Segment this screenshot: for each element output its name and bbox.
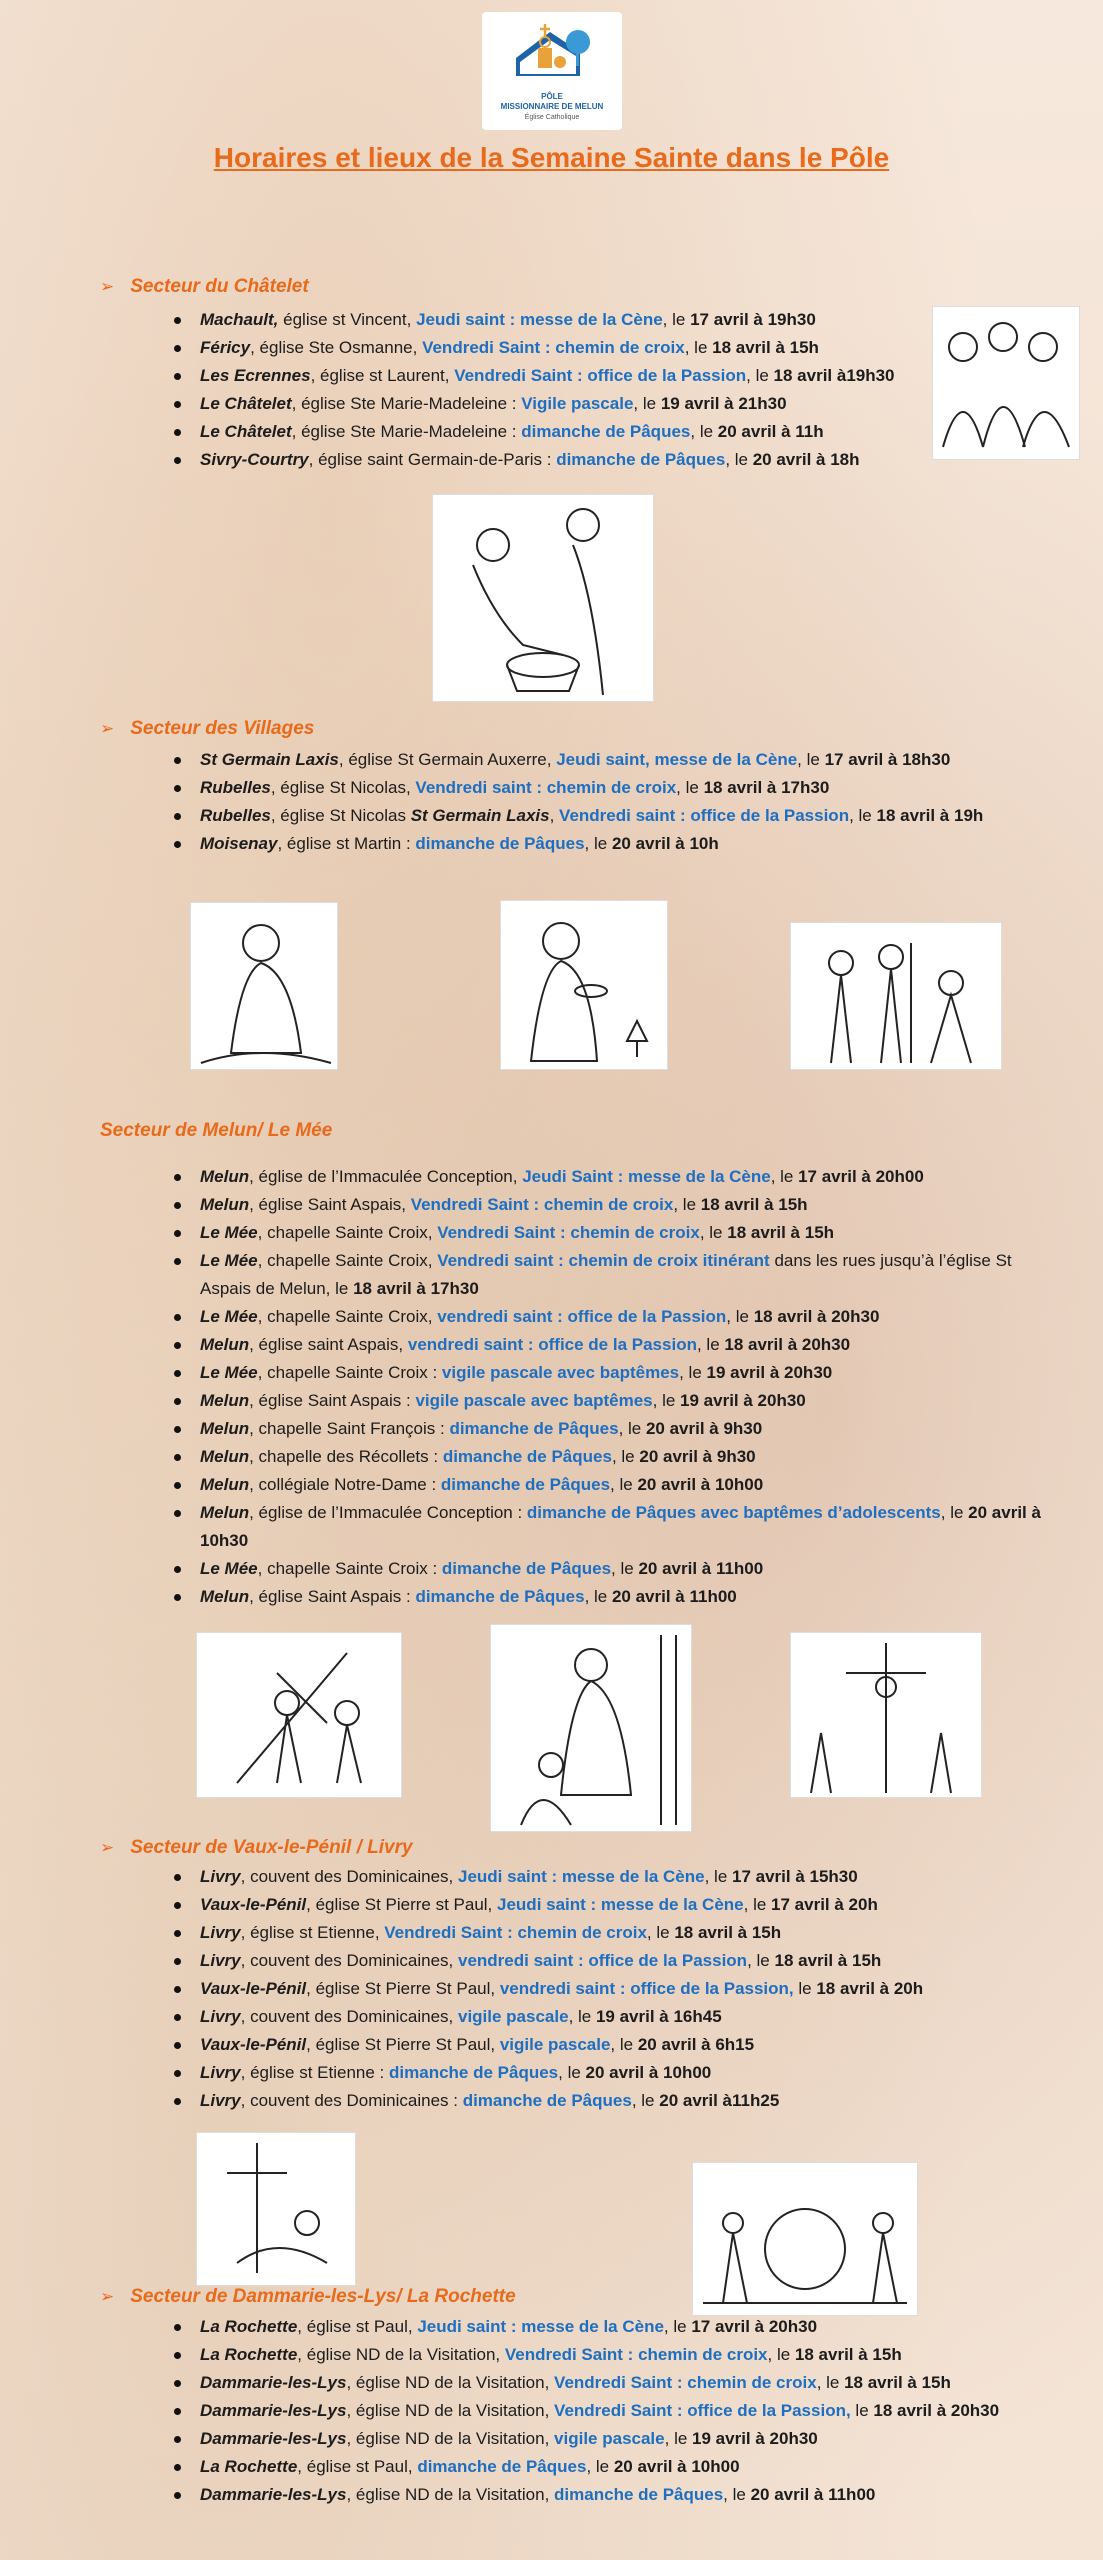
celebration-name: dimanche de Pâques — [389, 2063, 559, 2082]
schedule-item — [200, 2369, 1080, 2397]
celebration-name: Jeudi saint, messe de la Cène — [556, 750, 798, 769]
church-name: , église Saint Aspais : — [249, 1391, 416, 1410]
schedule-item — [200, 446, 980, 474]
schedule-item — [200, 1443, 1050, 1471]
place-name: Féricy — [200, 338, 251, 357]
date-prefix: , le — [767, 2345, 795, 2364]
section-title: Secteur de Melun/ Le Mée — [100, 1120, 333, 1141]
date-time: 18 avril à 15h — [700, 1195, 808, 1214]
schedule-item — [200, 418, 980, 446]
place-name: Dammarie-les-Lys — [200, 2401, 347, 2420]
celebration-name: Vendredi saint : chemin de croix itinérant — [437, 1251, 770, 1270]
schedule-item — [200, 2453, 1080, 2481]
date-prefix: , le — [586, 2457, 614, 2476]
schedule-item — [200, 334, 980, 362]
celebration-name: Jeudi saint : messe de la Cène — [457, 1867, 705, 1886]
church-name: église st Vincent, — [278, 310, 417, 329]
schedule-item — [200, 1947, 1080, 1975]
date-time: 17 avril à 18h30 — [824, 750, 951, 769]
place-name: Le Mée — [200, 1363, 258, 1382]
date-time: 20 avril à 10h00 — [637, 1475, 764, 1494]
schedule-item — [200, 830, 1080, 858]
celebration-name: Vendredi Saint : chemin de croix — [504, 2345, 768, 2364]
section-heading-vaux — [100, 1837, 413, 1859]
schedule-list-chatelet — [200, 306, 980, 474]
church-name: , église ND de la Visitation, — [346, 2485, 555, 2504]
schedule-item — [200, 1919, 1080, 1947]
date-prefix: , le — [940, 1503, 969, 1522]
section-title: Secteur de Vaux-le-Pénil / Livry — [130, 1837, 413, 1858]
celebration-name: dimanche de Pâques — [415, 834, 585, 853]
date-time: 18 avril à 20h — [816, 1979, 924, 1998]
date-time: 20 avril à 9h30 — [645, 1419, 763, 1438]
place-name: Rubelles — [200, 806, 271, 825]
date-prefix: , le — [679, 1363, 707, 1382]
date-prefix: , le — [849, 806, 877, 825]
celebration-name: Jeudi saint : messe de la Cène — [417, 2317, 664, 2336]
church-name: , église st Etienne : — [240, 2063, 390, 2082]
women-weeping-illustration — [490, 1624, 692, 1832]
celebration-name: dimanche de Pâques — [441, 1559, 612, 1578]
place-name: Rubelles — [200, 778, 271, 797]
date-time: 20 avril à 10h00 — [613, 2457, 740, 2476]
church-name: , chapelle Sainte Croix, — [257, 1251, 438, 1270]
church-name: , église Saint Aspais, — [249, 1195, 411, 1214]
date-prefix: , le — [684, 338, 713, 357]
celebration-name: Jeudi saint : messe de la Cène — [416, 310, 663, 329]
date-prefix: , le — [584, 834, 612, 853]
schedule-item — [200, 306, 980, 334]
church-name: , chapelle Sainte Croix : — [257, 1559, 442, 1578]
place-name: Livry — [200, 2063, 241, 2082]
schedule-item — [200, 746, 1080, 774]
date-prefix: , le — [690, 422, 718, 441]
disciples-illustration — [932, 306, 1080, 460]
date-prefix: le — [793, 1979, 817, 1998]
date-time: 20 avril à 10h — [611, 834, 719, 853]
date-prefix: , le — [652, 1391, 681, 1410]
schedule-item — [200, 2087, 1080, 2115]
date-time: 20 avril à 11h — [717, 422, 824, 441]
section-title: Secteur de Dammarie-les-Lys/ La Rochette — [130, 2286, 516, 2307]
church-name: , chapelle Sainte Croix : — [257, 1363, 442, 1382]
church-name: , chapelle des Récollets : — [249, 1447, 443, 1466]
trial-illustration — [790, 922, 1002, 1070]
date-prefix: , le — [770, 1167, 799, 1186]
celebration-name: dimanche de Pâques — [462, 2091, 632, 2110]
date-time: 18 avril à 15h — [727, 1223, 835, 1242]
date-prefix: , le — [725, 450, 753, 469]
date-time: 17 avril à 19h30 — [690, 310, 816, 329]
date-time: 17 avril à 20h — [771, 1895, 878, 1914]
place-name: Les Ecrennes — [200, 366, 311, 385]
celebration-name: vendredi saint : office de la Passion — [437, 1307, 727, 1326]
logo-line-3: Église Catholique — [524, 114, 580, 121]
schedule-item — [200, 2313, 1080, 2341]
place-name: Vaux-le-Pénil — [200, 2035, 307, 2054]
date-prefix: , le — [633, 394, 661, 413]
schedule-list-vaux — [200, 1863, 1080, 2115]
schedule-item — [200, 1331, 1050, 1359]
church-name: , chapelle Saint François : — [249, 1419, 450, 1438]
schedule-list-melun — [200, 1163, 1050, 1611]
date-time: 20 avril à 10h00 — [585, 2063, 712, 2082]
church-name: , chapelle Sainte Croix, — [257, 1223, 438, 1242]
date-time: 18 avril à 20h30 — [873, 2401, 1000, 2420]
church-name: , couvent des Dominicaines, — [240, 1867, 458, 1886]
place-name: Livry — [200, 2091, 241, 2110]
date-time: 20 avril à 11h00 — [611, 1587, 737, 1606]
schedule-item — [200, 362, 980, 390]
church-name: , église ND de la Visitation, — [346, 2401, 555, 2420]
schedule-item — [200, 390, 980, 418]
church-name: , église st Etienne, — [240, 1923, 385, 1942]
date-time: 19 avril à 21h30 — [660, 394, 787, 413]
section-heading-chatelet — [100, 276, 309, 298]
arrow-icon: ➢ — [100, 277, 115, 296]
place-name: La Rochette — [200, 2317, 298, 2336]
church-name: , église st Paul, — [297, 2457, 418, 2476]
celebration-name: Vendredi Saint : chemin de croix — [554, 2373, 817, 2392]
celebration-name: Vendredi Saint : chemin de croix — [422, 338, 685, 357]
schedule-item — [200, 1499, 1050, 1555]
date-time: 20 avril à 11h00 — [750, 2485, 876, 2504]
date-prefix: , le — [726, 1307, 754, 1326]
place-name: Vaux-le-Pénil — [200, 1895, 307, 1914]
schedule-item — [200, 1555, 1050, 1583]
church-name: , église St Pierre St Paul, — [306, 2035, 500, 2054]
foot-washing-illustration — [432, 494, 654, 702]
church-name: , église de l’Immaculée Conception : — [249, 1503, 527, 1522]
church-name: , église Ste Marie-Madeleine : — [291, 422, 522, 441]
place-name: Melun — [200, 1503, 250, 1522]
date-time: 20 avril à11h25 — [659, 2091, 780, 2110]
celebration-name: Vendredi Saint : chemin de croix — [410, 1195, 674, 1214]
date-prefix: , le — [618, 1419, 646, 1438]
schedule-item — [200, 2425, 1080, 2453]
section-heading-villages — [100, 718, 314, 740]
celebration-name: Vendredi Saint : chemin de croix — [437, 1223, 700, 1242]
celebration-name: dimanche de Pâques — [417, 2457, 587, 2476]
schedule-item — [200, 802, 1080, 830]
celebration-name: Jeudi Saint : messe de la Cène — [522, 1167, 771, 1186]
church-name: , église Saint Aspais : — [249, 1587, 416, 1606]
date-time: 18 avril à19h30 — [773, 366, 895, 385]
place-name: Le Mée — [200, 1559, 258, 1578]
place-name: Melun — [200, 1195, 250, 1214]
place-name: Le Châtelet — [200, 394, 292, 413]
church-name: , église de l’Immaculée Conception, — [249, 1167, 523, 1186]
pole-logo-icon — [510, 18, 594, 88]
date-prefix: , le — [646, 1923, 675, 1942]
schedule-item — [200, 1583, 1050, 1611]
church-name: , — [549, 806, 560, 825]
date-prefix: , le — [676, 778, 704, 797]
date-time: 19 avril à 20h30 — [680, 1391, 806, 1410]
date-time: 19 avril à 20h30 — [692, 2429, 818, 2448]
place-name: St Germain Laxis — [410, 806, 550, 825]
celebration-name: vigile pascale avec baptêmes — [415, 1391, 653, 1410]
place-name: La Rochette — [200, 2457, 298, 2476]
celebration-name: dimanche de Pâques — [449, 1419, 619, 1438]
date-time: 20 avril à 18h — [752, 450, 860, 469]
date-prefix: , le — [797, 750, 825, 769]
schedule-list-dammarie — [200, 2313, 1080, 2509]
schedule-item — [200, 1891, 1080, 1919]
carrying-cross-illustration — [196, 1632, 402, 1798]
date-prefix: , le — [663, 2317, 692, 2336]
place-name: St Germain Laxis — [200, 750, 339, 769]
section-title: Secteur du Châtelet — [130, 276, 309, 297]
date-prefix: , le — [747, 1951, 775, 1970]
schedule-item — [200, 1415, 1050, 1443]
church-name: , collégiale Notre-Dame : — [249, 1475, 441, 1494]
place-name: Melun — [200, 1419, 250, 1438]
schedule-item — [200, 774, 1080, 802]
date-prefix: , le — [696, 1335, 725, 1354]
schedule-item — [200, 2031, 1080, 2059]
place-name: Melun — [200, 1335, 250, 1354]
celebration-name: vendredi saint : office de la Passion — [457, 1951, 748, 1970]
place-name: Melun — [200, 1587, 250, 1606]
celebration-name: Jeudi saint : messe de la Cène — [497, 1895, 744, 1914]
date-prefix: , le — [610, 2035, 638, 2054]
church-name: , église saint Germain-de-Paris : — [308, 450, 557, 469]
celebration-name: Vendredi Saint : chemin de croix — [384, 1923, 647, 1942]
date-time: 18 avril à 17h30 — [703, 778, 830, 797]
celebration-name: vigile pascale — [457, 2007, 569, 2026]
schedule-item — [200, 2003, 1080, 2031]
date-time: 18 avril à 20h30 — [753, 1307, 880, 1326]
schedule-item — [200, 1247, 1050, 1303]
schedule-list-villages — [200, 746, 1080, 858]
church-name: , couvent des Dominicaines, — [240, 2007, 458, 2026]
date-time: 17 avril à 15h30 — [732, 1867, 858, 1886]
church-name: , église St Nicolas, — [270, 778, 416, 797]
place-name: Livry — [200, 2007, 241, 2026]
date-prefix: , le — [611, 1447, 640, 1466]
church-name: , chapelle Sainte Croix, — [257, 1307, 438, 1326]
arrow-icon: ➢ — [100, 719, 115, 738]
date-time: 19 avril à 16h45 — [595, 2007, 722, 2026]
celebration-name: Vendredi saint : office de la Passion — [559, 806, 850, 825]
place-name: Livry — [200, 1923, 241, 1942]
section-heading-melun — [100, 1120, 332, 1142]
schedule-item — [200, 2481, 1080, 2509]
date-time: 20 avril à 9h30 — [639, 1447, 756, 1466]
place-name: Livry — [200, 1951, 241, 1970]
schedule-item — [200, 1359, 1050, 1387]
celebration-name: dimanche de Pâques — [442, 1447, 612, 1466]
schedule-item — [200, 1471, 1050, 1499]
church-name: , église st Paul, — [297, 2317, 418, 2336]
church-name: , église saint Aspais, — [249, 1335, 408, 1354]
date-time: 18 avril à 19h — [876, 806, 984, 825]
section-title: Secteur des Villages — [130, 718, 315, 739]
celebration-name: dimanche de Pâques — [556, 450, 726, 469]
church-name: , église st Martin : — [277, 834, 416, 853]
empty-tomb-illustration — [692, 2162, 918, 2316]
church-name: , église St Pierre St Paul, — [306, 1979, 500, 1998]
date-time: 18 avril à 17h30 — [353, 1279, 479, 1298]
church-name: , église Ste Osmanne, — [250, 338, 423, 357]
celebration-name: Vendredi Saint : office de la Passion — [454, 366, 747, 385]
date-prefix: , le — [568, 2007, 596, 2026]
logo-line-2: MISSIONNAIRE DE MELUN — [500, 102, 604, 111]
date-prefix: , le — [673, 1195, 701, 1214]
celebration-name: vendredi saint : office de la Passion — [407, 1335, 697, 1354]
date-prefix: , le — [611, 1559, 639, 1578]
celebration-name: vigile pascale avec baptêmes — [441, 1363, 680, 1382]
schedule-item — [200, 2341, 1080, 2369]
date-time: 18 avril à 15h — [674, 1923, 782, 1942]
place-name: Dammarie-les-Lys — [200, 2373, 347, 2392]
place-name: Le Mée — [200, 1307, 258, 1326]
celebration-name: Vigile pascale — [521, 394, 634, 413]
place-name: Livry — [200, 1867, 241, 1886]
date-time: 18 avril à 15h — [712, 338, 819, 357]
place-name: Sivry-Courtry — [200, 450, 309, 469]
schedule-item — [200, 1303, 1050, 1331]
place-name: Dammarie-les-Lys — [200, 2429, 347, 2448]
date-time: 17 avril à 20h30 — [691, 2317, 818, 2336]
schedule-item — [200, 2397, 1080, 2425]
date-time: 20 avril à 6h15 — [637, 2035, 755, 2054]
place-name: Melun — [200, 1475, 250, 1494]
date-time: 18 avril à 20h30 — [724, 1335, 851, 1354]
schedule-item — [200, 1163, 1050, 1191]
date-prefix: , le — [662, 310, 691, 329]
celebration-name: dimanche de Pâques — [554, 2485, 724, 2504]
celebration-name: dimanche de Pâques — [415, 1587, 585, 1606]
church-name: , église St Pierre st Paul, — [306, 1895, 498, 1914]
arrow-icon: ➢ — [100, 2287, 115, 2306]
date-prefix: , le — [723, 2485, 751, 2504]
date-time: 19 avril à 20h30 — [706, 1363, 833, 1382]
celebration-name: vigile pascale — [554, 2429, 665, 2448]
celebration-name: vigile pascale — [499, 2035, 611, 2054]
place-name: Melun — [200, 1447, 250, 1466]
schedule-item — [200, 1975, 1080, 2003]
date-prefix: , le — [743, 1895, 772, 1914]
date-prefix: , le — [558, 2063, 586, 2082]
schedule-item — [200, 1191, 1050, 1219]
crucifixion-illustration — [790, 1632, 982, 1798]
date-prefix: , le — [664, 2429, 693, 2448]
church-name: , église St Germain Auxerre, — [338, 750, 557, 769]
date-prefix: , le — [610, 1475, 638, 1494]
date-time: 18 avril à 15h — [794, 2345, 902, 2364]
date-prefix: , le — [631, 2091, 660, 2110]
celebration-name: Vendredi Saint : office de la Passion, — [554, 2401, 851, 2420]
church-name: , église st Laurent, — [310, 366, 455, 385]
place-name: Melun — [200, 1391, 250, 1410]
place-name: Vaux-le-Pénil — [200, 1979, 307, 1998]
descent-from-cross-illustration — [196, 2132, 356, 2286]
schedule-item — [200, 2059, 1080, 2087]
schedule-item — [200, 1863, 1080, 1891]
date-time: 20 avril à 10h30 — [200, 1503, 1041, 1550]
schedule-item — [200, 1387, 1050, 1415]
logo-line-1: PÔLE — [541, 92, 563, 101]
church-name: , couvent des Dominicaines : — [240, 2091, 463, 2110]
church-name: , église St Nicolas — [270, 806, 411, 825]
woman-praying-illustration — [190, 902, 338, 1070]
arrow-icon: ➢ — [100, 1838, 115, 1857]
place-name: Le Mée — [200, 1251, 258, 1270]
page-title: Horaires et lieux de la Semaine Sainte dans le Pôle — [213, 142, 890, 173]
celebration-name: vendredi saint : office de la Passion, — [499, 1979, 794, 1998]
date-prefix: , le — [704, 1867, 732, 1886]
date-time: 18 avril à 15h — [774, 1951, 882, 1970]
jesus-breaking-bread-illustration — [500, 900, 668, 1070]
section-heading-dammarie — [100, 2286, 516, 2308]
place-name: Dammarie-les-Lys — [200, 2485, 347, 2504]
place-name: Le Mée — [200, 1223, 258, 1242]
celebration-name: dimanche de Pâques — [521, 422, 691, 441]
place-name: Moisenay — [200, 834, 278, 853]
celebration-name: dimanche de Pâques — [440, 1475, 611, 1494]
logo — [482, 12, 622, 130]
church-name: , couvent des Dominicaines, — [240, 1951, 458, 1970]
date-time: 20 avril à 11h00 — [638, 1559, 764, 1578]
date-prefix: , le — [699, 1223, 728, 1242]
church-name: , église ND de la Visitation, — [346, 2373, 555, 2392]
date-prefix: le — [850, 2401, 874, 2420]
date-time: 17 avril à 20h00 — [798, 1167, 924, 1186]
date-prefix: , le — [584, 1587, 612, 1606]
place-name: Melun — [200, 1167, 250, 1186]
date-prefix: , le — [816, 2373, 845, 2392]
place-name: La Rochette — [200, 2345, 298, 2364]
schedule-item — [200, 1219, 1050, 1247]
celebration-name: Vendredi saint : chemin de croix — [415, 778, 677, 797]
church-name: , église ND de la Visitation, — [346, 2429, 555, 2448]
place-name: Machault, — [200, 310, 279, 329]
church-name: , église ND de la Visitation, — [297, 2345, 505, 2364]
date-time: 18 avril à 15h — [844, 2373, 951, 2392]
place-name: Le Châtelet — [200, 422, 292, 441]
date-prefix: dans les rues jusqu’à l’église St Aspais de Melun, le — [200, 1251, 1012, 1298]
date-prefix: , le — [746, 366, 774, 385]
church-name: , église Ste Marie-Madeleine : — [291, 394, 522, 413]
celebration-name: dimanche de Pâques avec baptêmes d’adolescents — [526, 1503, 941, 1522]
